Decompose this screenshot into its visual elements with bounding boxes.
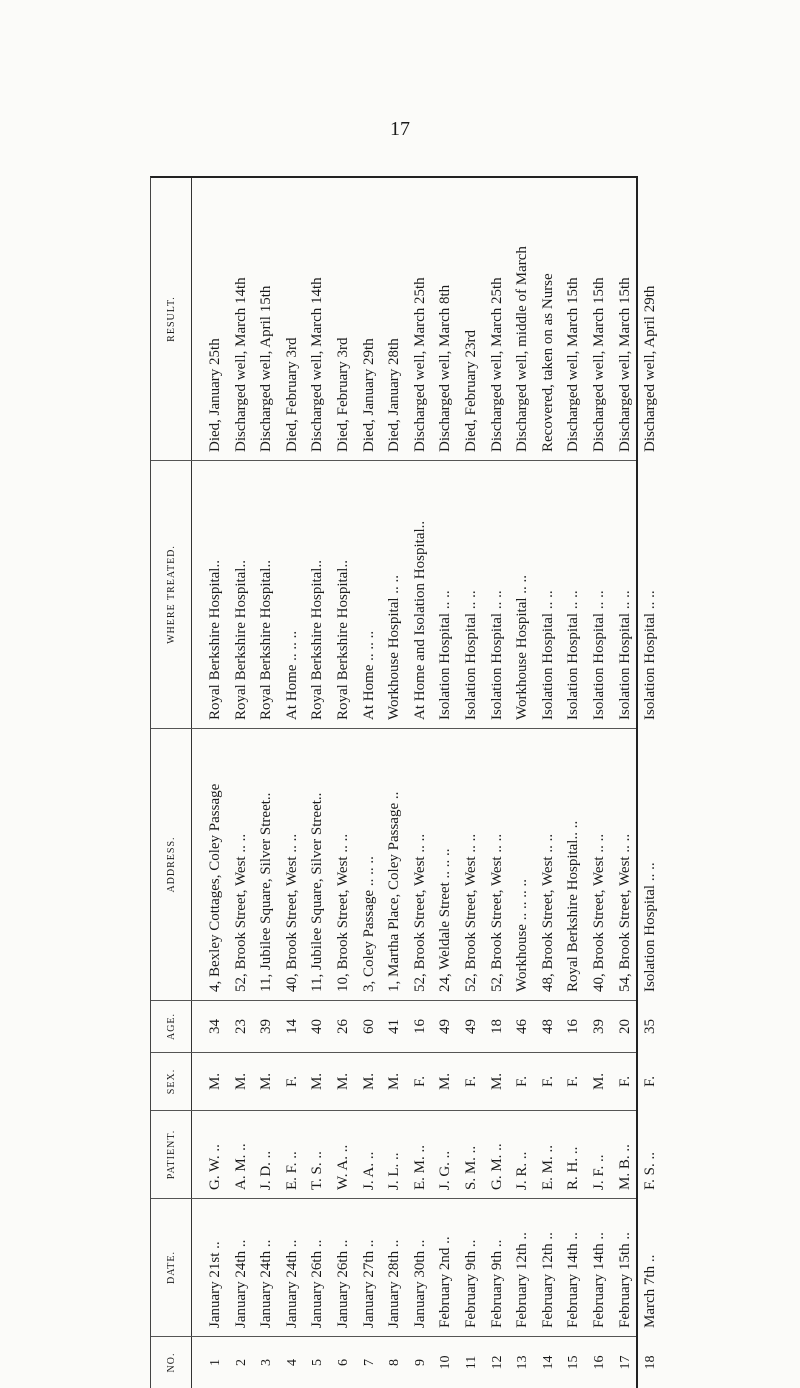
cell-no: 3 (259, 1359, 275, 1366)
cell-age: 48 (539, 1019, 556, 1034)
cell-sex: M. (258, 1072, 275, 1091)
cell-sex: M. (309, 1072, 326, 1091)
cell-no: 13 (515, 1355, 531, 1370)
cell-date: January 30th .. (411, 1239, 428, 1328)
cell-no: 4 (284, 1359, 300, 1366)
header-where-treated: WHERE TREATED. (165, 545, 177, 644)
column-sex (151, 1052, 659, 1110)
cell-address: 11, Jubilee Square, Silver Street.. (309, 792, 326, 992)
cell-patient: J. A. .. (360, 1151, 377, 1190)
cell-patient: T. S. .. (309, 1151, 326, 1190)
cell-age: 39 (590, 1019, 607, 1034)
cell-date: February 12th .. (514, 1232, 531, 1328)
cell-age: 20 (616, 1019, 633, 1034)
cell-date: January 28th .. (386, 1239, 403, 1328)
cell-where: At Home and Isolation Hospital.. (411, 520, 428, 720)
cell-result: Discharged well, April 29th (642, 285, 659, 452)
cell-sex: M. (232, 1072, 249, 1091)
cell-age: 60 (360, 1019, 377, 1034)
header-patient: PATIENT. (165, 1129, 177, 1180)
cell-where: Isolation Hospital .. .. (616, 590, 633, 720)
cell-age: 49 (437, 1019, 454, 1034)
cell-address: 54, Brook Street, West .. .. (616, 833, 633, 992)
cell-date: February 9th .. (462, 1239, 479, 1328)
cell-no: 15 (566, 1355, 582, 1370)
cell-no: 7 (361, 1359, 377, 1366)
cell-sex: M. (334, 1072, 351, 1091)
cell-patient: J. L. .. (386, 1152, 403, 1190)
cell-result: Discharged well, March 14th (309, 277, 326, 452)
column-address (151, 728, 659, 1000)
column-no (151, 1336, 659, 1388)
cell-date: January 27th .. (360, 1239, 377, 1328)
column-date (151, 1198, 659, 1336)
cell-patient: G. W. .. (207, 1144, 223, 1190)
cell-sex: F. (565, 1076, 582, 1087)
cell-result: Died, February 23rd (462, 329, 479, 452)
cell-date: January 26th .. (309, 1239, 326, 1328)
cell-patient: E. F. .. (283, 1151, 300, 1190)
cell-result: Discharged well, March 14th (232, 277, 249, 452)
cell-sex: F. (283, 1076, 300, 1087)
cell-age: 18 (488, 1019, 505, 1034)
cell-address: 3, Coley Passage .. .. .. (360, 856, 377, 992)
cell-sex: M. (488, 1072, 505, 1091)
cell-age: 41 (386, 1019, 403, 1034)
cell-address: 24, Weldale Street .. .. .. (437, 848, 454, 992)
cell-sex: M. (437, 1072, 454, 1091)
cell-result: Died, January 29th (360, 338, 377, 452)
cell-result: Discharged well, March 25th (411, 277, 428, 452)
cell-result: Discharged well, March 25th (488, 277, 505, 452)
cell-address: 52, Brook Street, West .. .. (411, 833, 428, 992)
cell-date: January 24th .. (258, 1239, 275, 1328)
cell-address: 10, Brook Street, West .. .. (334, 833, 351, 992)
header-date: DATE. (165, 1250, 177, 1285)
cell-date: January 26th .. (334, 1239, 351, 1328)
cell-address: 1, Martha Place, Coley Passage .. (386, 791, 403, 992)
cell-where: At Home .. .. .. (283, 630, 300, 720)
column-patient (151, 1110, 659, 1198)
cell-date: February 2nd .. (437, 1236, 454, 1328)
cell-sex: F. (642, 1076, 659, 1087)
cell-age: 46 (514, 1019, 531, 1034)
header-address: ADDRESS. (165, 836, 177, 893)
cell-sex: M. (386, 1072, 403, 1091)
cell-address: 52, Brook Street, West .. .. (488, 833, 505, 992)
cell-age: 16 (565, 1019, 582, 1034)
cell-age: 26 (334, 1019, 351, 1034)
cell-date: February 14th .. (565, 1232, 582, 1328)
cell-where: Isolation Hospital .. .. (590, 590, 607, 720)
cell-age: 40 (309, 1019, 326, 1034)
cell-patient: J. D. .. (258, 1150, 275, 1190)
cases-table (150, 176, 659, 1388)
cell-address: 4, Bexley Cottages, Coley Passage (207, 783, 223, 992)
cell-date: January 24th .. (232, 1239, 249, 1328)
cell-patient: W. A. .. (334, 1144, 351, 1190)
cell-where: Isolation Hospital .. .. (488, 590, 505, 720)
cell-sex: F. (462, 1076, 479, 1087)
cell-result: Died, January 25th (207, 338, 223, 452)
cell-sex: F. (539, 1076, 556, 1087)
cell-date: January 21st .. (207, 1241, 223, 1328)
cell-result: Died, February 3rd (283, 337, 300, 452)
cell-age: 14 (283, 1019, 300, 1034)
cell-no: 9 (412, 1359, 428, 1366)
header-no: NO. (165, 1352, 177, 1373)
page-number: 17 (390, 118, 410, 140)
cell-patient: S. M. .. (462, 1145, 479, 1190)
cell-age: 39 (258, 1019, 275, 1034)
cell-no: 2 (233, 1359, 249, 1366)
cell-where: Workhouse Hospital .. .. (386, 574, 403, 720)
cell-patient: G. M. .. (488, 1143, 505, 1190)
cell-address: 48, Brook Street, West .. .. (539, 833, 556, 992)
cell-date: March 7th .. (642, 1254, 659, 1328)
cell-sex: M. (360, 1072, 377, 1091)
cell-no: 10 (438, 1355, 454, 1370)
cell-no: 18 (643, 1355, 659, 1370)
cell-patient: J. F. .. (590, 1154, 607, 1190)
cell-address: 40, Brook Street, West .. .. (590, 833, 607, 992)
cell-where: Workhouse Hospital .. .. (514, 574, 531, 720)
cell-where: Isolation Hospital .. .. (642, 590, 659, 720)
header-sex: SEX. (165, 1068, 177, 1095)
rotated-table-body (151, 178, 659, 1388)
cell-result: Died, January 28th (386, 338, 403, 452)
cell-where: Isolation Hospital .. .. (539, 590, 556, 720)
cell-age: 35 (642, 1019, 659, 1034)
cell-patient: F. S. .. (642, 1152, 659, 1190)
cell-patient: A. M. .. (232, 1143, 249, 1190)
cell-sex: F. (514, 1076, 531, 1087)
column-age (151, 1000, 659, 1052)
cell-no: 14 (540, 1355, 556, 1370)
cell-date: February 12th .. (539, 1232, 556, 1328)
cell-where: Isolation Hospital .. .. (462, 590, 479, 720)
cell-date: February 9th .. (488, 1239, 505, 1328)
cell-result: Died, February 3rd (334, 337, 351, 452)
cell-no: 5 (310, 1359, 326, 1366)
cell-address: 11, Jubilee Square, Silver Street.. (258, 792, 275, 992)
column-result (151, 178, 659, 460)
cell-address: Workhouse .. .. .. .. (514, 879, 531, 992)
cell-result: Discharged well, March 15th (565, 277, 582, 452)
cell-no: 16 (591, 1355, 607, 1370)
cell-where: Royal Berkshire Hospital.. (258, 560, 275, 720)
cell-no: 8 (387, 1359, 403, 1366)
cell-result: Discharged well, middle of March (514, 246, 531, 452)
cell-age: 23 (232, 1019, 249, 1034)
cell-patient: M. B. .. (616, 1144, 633, 1190)
cell-result: Discharged well, March 8th (437, 284, 454, 452)
cell-age: 34 (207, 1019, 223, 1034)
cell-where: Isolation Hospital .. .. (565, 590, 582, 720)
cell-no: 6 (335, 1359, 351, 1366)
cell-where: Royal Berkshire Hospital.. (207, 560, 223, 720)
cell-result: Discharged well, April 15th (258, 285, 275, 452)
cell-address: 52, Brook Street, West .. .. (232, 833, 249, 992)
cell-no: 12 (489, 1355, 505, 1370)
cell-patient: R. H. .. (565, 1146, 582, 1190)
cell-sex: M. (590, 1072, 607, 1091)
header-result: RESULT. (165, 296, 177, 342)
cell-where: Isolation Hospital .. .. (437, 590, 454, 720)
cell-where: Royal Berkshire Hospital.. (334, 560, 351, 720)
cell-sex: F. (616, 1076, 633, 1087)
cell-result: Recovered, taken on as Nurse (539, 273, 556, 452)
cell-where: Royal Berkshire Hospital.. (232, 560, 249, 720)
cell-address: Royal Berkshire Hospital.. .. (565, 820, 582, 992)
cell-patient: E. M. .. (539, 1145, 556, 1190)
cell-date: January 24th .. (283, 1239, 300, 1328)
cell-date: February 15th .. (616, 1232, 633, 1328)
cell-where: Royal Berkshire Hospital.. (309, 560, 326, 720)
cell-result: Discharged well, March 15th (590, 277, 607, 452)
cell-patient: J. R. .. (514, 1151, 531, 1190)
cell-age: 16 (411, 1019, 428, 1034)
column-where-treated (151, 460, 659, 728)
cell-address: 40, Brook Street, West .. .. (283, 833, 300, 992)
cell-address: Isolation Hospital .. .. (642, 862, 659, 992)
cell-where: At Home .. .. .. (360, 630, 377, 720)
header-age: AGE. (165, 1012, 177, 1041)
cell-result: Discharged well, March 15th (616, 277, 633, 452)
cell-address: 52, Brook Street, West .. .. (462, 833, 479, 992)
cell-patient: E. M. .. (411, 1145, 428, 1190)
cell-no: 11 (463, 1355, 479, 1370)
cell-date: February 14th .. (590, 1232, 607, 1328)
cell-sex: M. (207, 1072, 223, 1091)
cell-age: 49 (462, 1019, 479, 1034)
cell-sex: F. (411, 1076, 428, 1087)
cell-patient: J. G. .. (437, 1150, 454, 1190)
cell-no: 17 (617, 1355, 633, 1370)
cell-no: 1 (208, 1359, 223, 1366)
